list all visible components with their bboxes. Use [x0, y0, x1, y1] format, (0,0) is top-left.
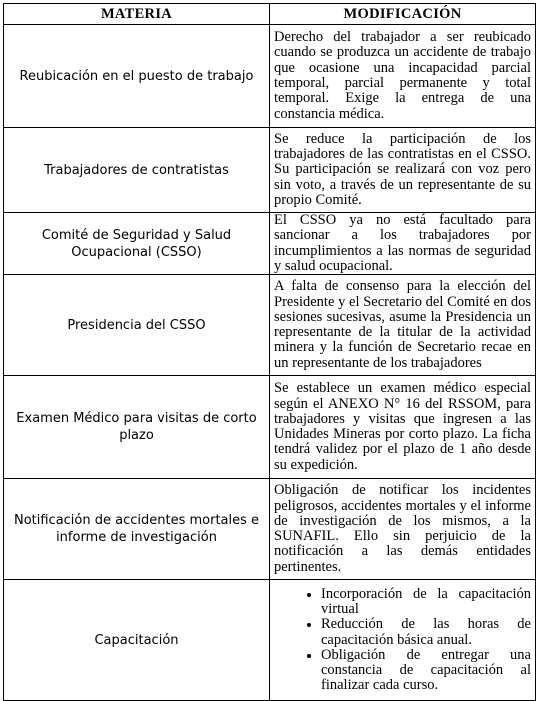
table-row [4, 580, 536, 701]
table-row [4, 213, 536, 275]
modifications-table [3, 3, 536, 701]
materia-cell: Examen Médico para visitas de corto plazo [4, 376, 270, 479]
materia-cell: Comité de Seguridad y Salud Ocupacional (CSSO) [4, 213, 270, 275]
materia-cell: Presidencia del CSSO [4, 275, 270, 376]
bullet-list [274, 587, 531, 694]
table-row [4, 479, 536, 580]
modificacion-cell: Se reduce la participación de los trabajadores de las contratistas en el CSSO. Su participación se realizará con voz pero sin voto, a través de un representante de su propio Comité. [270, 128, 536, 213]
table-row [4, 25, 536, 128]
modificacion-cell: Derecho del trabajador a ser reubicado cuando se produzca un accidente de trabajo que ocasione una incapacidad parcial temporal, parcial permanente y total temporal. Exige la entrega de una constancia médica. [270, 25, 536, 128]
modificacion-cell: Obligación de notificar los incidentes peligrosos, accidentes mortales y el informe de investigación de los mismos, a la SUNAFIL. Ello sin perjuicio de la notificación a las demás entidades pertinentes. [270, 479, 536, 580]
materia-cell: Capacitación [4, 580, 270, 701]
materia-cell: Trabajadores de contratistas [4, 128, 270, 213]
list-item: • Obligación de entregar una constancia de capacitación al finalizar cada curso. [321, 648, 531, 694]
modificacion-cell: A falta de consenso para la elección del Presidente y el Secretario del Comité en dos sesiones sucesivas, asume la Presidencia un representante de la titular de la actividad minera y la función de Secretario recae en un representante de los trabajadores [270, 275, 536, 376]
modificacion-cell [270, 580, 536, 701]
modificacion-cell: El CSSO ya no está facultado para sancionar a los trabajadores por incumplimientos a las normas de seguridad y salud ocupacional. [270, 213, 536, 275]
table-row [4, 128, 536, 213]
table-row [4, 275, 536, 376]
header-row [4, 4, 536, 25]
header-modificacion: MODIFICACIÓN [270, 4, 536, 25]
list-item: • Incorporación de la capacitación virtual [321, 587, 531, 618]
materia-cell: Reubicación en el puesto de trabajo [4, 25, 270, 128]
materia-cell: Notificación de accidentes mortales e informe de investigación [4, 479, 270, 580]
header-materia: MATERIA [4, 4, 270, 25]
table-row [4, 376, 536, 479]
modificacion-cell: Se establece un examen médico especial según el ANEXO N° 16 del RSSOM, para trabajadores y visitas que ingresen a las Unidades Mineras por corto plazo. La ficha tendrá validez por el plazo de 1 año desde su expedición. [270, 376, 536, 479]
list-item: • Reducción de las horas de capacitación básica anual. [321, 617, 531, 648]
